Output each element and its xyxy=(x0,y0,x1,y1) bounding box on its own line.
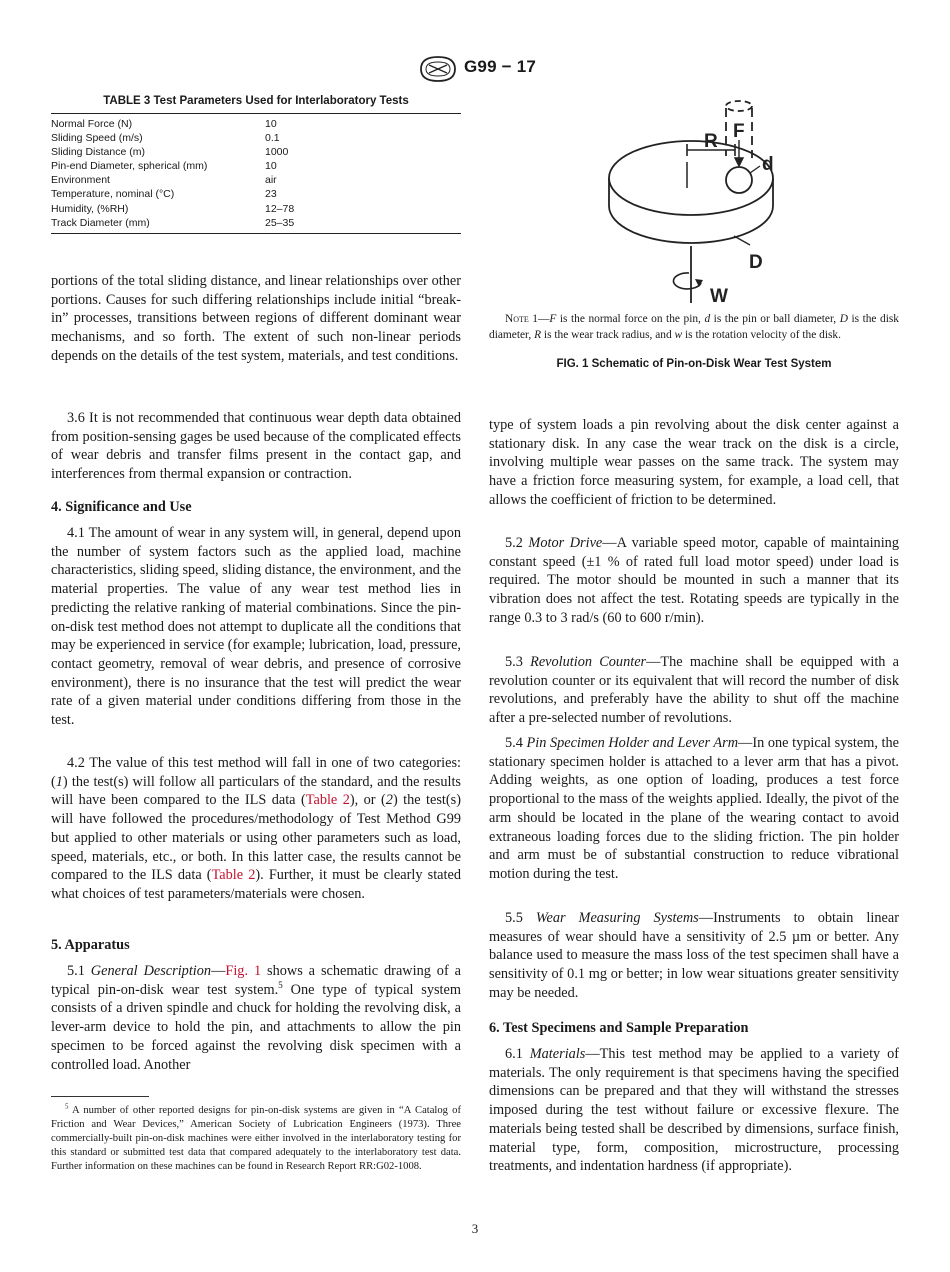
figure-note: Note 1—F is the normal force on the pin, d is the pin or ball diameter, D is the disk diameter, R is the wear track radius, and w is the rotation velocity of the disk. xyxy=(489,313,899,341)
paragraph-5-1: 5.1 General Description—Fig. 1 shows a schematic drawing of a typical pin-on-disk wear test system.$^5$ One type of typical system consists of a driven spindle and chuck for holding the revolving disk, a lever-arm device to hold the pin, and attachments to allow the pin specimen to be forced against the revolving disk specimen with a controlled load. Another xyxy=(51,963,461,1073)
param-name: Pin-end Diameter, spherical (mm) xyxy=(51,160,208,173)
footnote-rule xyxy=(51,1096,149,1097)
rotation-arrow xyxy=(673,273,703,289)
param-name: Temperature, nominal (°C) xyxy=(51,188,175,201)
section-heading-4: 4. Significance and Use xyxy=(51,499,192,515)
table-row xyxy=(51,145,461,159)
table-2-link[interactable]: Table 2 xyxy=(305,792,350,809)
footnote-5: $^5$ A number of other reported designs for pin-on-disk systems are given in “A Catalog of Friction and Wear Devices,” American Society of Lubrication Engineers (1973). Three commercially-built pin-on-disk machines were either involved in the interlaboratory testing for this standard or submitted test data that compared adequately to the interlaboratory test data. Further information on these machines can be found in Research Report RR:G02-1008. xyxy=(51,1103,461,1173)
paragraph-5-5: 5.5 Wear Measuring Systems—Instruments to obtain linear measures of wear should have a sensitivity of 2.5 µm or better. Any balance used to measure the mass loss of the test specimen shall have a sensitivity of 0.1 mg or better; in low wear situations greater sensitivity may be needed. xyxy=(489,910,899,1001)
table-row xyxy=(51,131,461,145)
param-name: Sliding Speed (m/s) xyxy=(51,132,143,145)
param-value: 23 xyxy=(265,188,277,201)
section-heading-6: 6. Test Specimens and Sample Preparation xyxy=(489,1020,749,1036)
param-value: 12–78 xyxy=(265,202,295,215)
param-name: Normal Force (N) xyxy=(51,118,133,130)
label-f: F xyxy=(733,121,745,142)
standard-designation: G99 − 17 xyxy=(464,57,537,76)
paragraph-3-6: 3.6 It is not recommended that continuous wear depth data obtained from position-sensing gages be used because of the complicated effects of wear debris and transfer films present in the contact gap, and interferences from thermal expansion or contraction. xyxy=(51,410,461,483)
paragraph-6-1: 6.1 Materials—This test method may be applied to a variety of materials. The only requirement is that specimens having the specified dimensions can be prepared and that they will withstand the stresses imposed during the test without failure or excessive flexure. The materials being tested shall be described by dimensions, surface finish, material type, form, composition, microstructure, processing treatments, and indentation hardness (if appropriate). xyxy=(489,1046,899,1175)
test-parameters-table xyxy=(51,113,461,234)
table-row xyxy=(51,114,461,132)
label-w: W xyxy=(710,286,728,307)
param-name: Sliding Distance (m) xyxy=(51,146,145,159)
paragraph-continuation-right: type of system loads a pin revolving about the disk center against a stationary disk. In any case the wear track on the disk is a circle, involving multiple wear passes on the same track. The system may have a friction force measuring system, for example, a load cell, that allows the coefficient of friction to be determined. xyxy=(489,417,899,508)
section-heading-5: 5. Apparatus xyxy=(51,937,130,953)
label-d-large: D xyxy=(749,252,763,273)
param-value: air xyxy=(265,174,277,187)
table-2-link[interactable]: Table 2 xyxy=(211,867,256,884)
param-value: 10 xyxy=(265,118,277,130)
param-value: 1000 xyxy=(265,146,289,159)
disk-shape xyxy=(609,141,773,243)
table-row xyxy=(51,187,461,201)
param-name: Track Diameter (mm) xyxy=(51,216,150,229)
paragraph-5-4: 5.4 Pin Specimen Holder and Lever Arm—In one typical system, the stationary specimen holder is attached to a lever arm that has a pivot. Adding weights, as one option of loading, produces a test force proportional to the mass of the weights applied. Ideally, the pivot of the arm should be located in the plane of the wearing contact to avoid extraneous loading forces due to the sliding friction. The pin holder and arm must be of substantial construction to reduce vibrational motion during the test. xyxy=(489,735,899,882)
paragraph-continuation: portions of the total sliding distance, and linear relationships over other portions. Causes for such differing relationships include initial “break-in” processes, transitions between regions of different dominant wear mechanisms, and so forth. The extent of such non-linear periods depends on the details of the test system, materials, and test conditions. xyxy=(51,273,461,364)
param-name: Environment xyxy=(51,174,110,187)
pin-on-disk-schematic xyxy=(595,96,795,308)
param-value: 10 xyxy=(265,160,277,173)
paragraph-4-2: 4.2 The value of this test method will fall in one of two categories: (1) the test(s) will follow all particulars of the standard, and the results will have been compared to the ILS data (Table 2), or (2) the test(s) will have followed the procedures/methodology of Test Method G99 but applied to other materials or using other parameters such as load, speed, materials, etc., or both. In this latter case, the results cannot be compared to the ILS data (Table 2). Further, it must be clearly stated what choices of test parameters/materials were chosen. xyxy=(51,755,461,902)
astm-logo-icon xyxy=(418,54,458,84)
figure-caption: FIG. 1 Schematic of Pin-on-Disk Wear Test System xyxy=(556,358,832,370)
table-row xyxy=(51,202,461,216)
label-d-small: d xyxy=(762,154,774,175)
table-row xyxy=(51,216,461,234)
table-row xyxy=(51,173,461,187)
table-title: TABLE 3 Test Parameters Used for Interlaboratory Tests xyxy=(103,95,409,107)
disk-diameter-pointer xyxy=(734,236,750,245)
label-r: R xyxy=(704,131,718,152)
fig-1-link[interactable]: Fig. 1 xyxy=(225,963,262,979)
table-row xyxy=(51,159,461,173)
page-header xyxy=(0,54,950,84)
param-value: 0.1 xyxy=(265,132,280,145)
param-value: 25–35 xyxy=(265,216,295,229)
param-name: Humidity, (%RH) xyxy=(51,202,129,215)
paragraph-5-2: 5.2 Motor Drive—A variable speed motor, capable of maintaining constant speed (±1 % of rated full load motor speed) under load is required. The motor should be mounted in such a manner that its vibration does not affect the test. Rotating speeds are typically in the range 0.3 to 3 rad/s (60 to 600 r/min). xyxy=(489,535,899,626)
paragraph-4-1: 4.1 The amount of wear in any system will, in general, depend upon the number of system factors such as the applied load, machine characteristics, sliding speed, sliding distance, the environment, and the material properties. The value of any wear test method lies in predicting the relative ranking of material combinations. Since the pin-on-disk test method does not attempt to duplicate all the conditions that may be experienced in service (for example; lubrication, load, pressure, contact geometry, removal of wear debris, and presence of corrosive environment), there is no insurance that the test will predict the wear rate of a given material under conditions differing from those in the test. xyxy=(51,525,461,729)
footnote-marker[interactable]: 5 xyxy=(278,980,283,991)
page-number: 3 xyxy=(471,1221,479,1236)
pin-ball xyxy=(726,167,752,193)
paragraph-5-3: 5.3 Revolution Counter—The machine shall be equipped with a revolution counter or its equivalent that will record the number of disk revolutions, and preferably have the ability to shut off the machine after a pre-selected number of revolutions. xyxy=(489,654,900,727)
